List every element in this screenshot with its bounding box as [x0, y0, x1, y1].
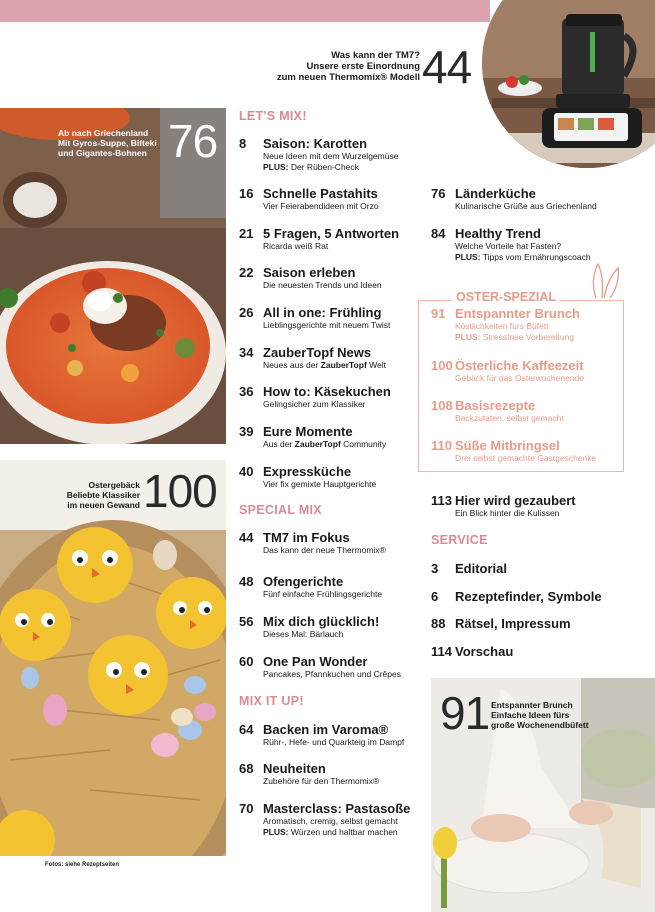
toc-title: ZauberTopf News — [263, 345, 372, 360]
toc-page: 91 — [431, 306, 446, 321]
toc-page: 113 — [431, 493, 452, 508]
toc-plus-line — [455, 252, 591, 263]
toc-subtitle: Lieblingsgerichte mit neuem Twist — [263, 320, 391, 330]
brunch-caption-line: Einfache Ideen fürs — [491, 710, 570, 720]
toc-subtitle-part: Neues aus der — [263, 360, 321, 370]
toc-page: 8 — [239, 136, 247, 151]
toc-title: All in one: Frühling — [263, 305, 382, 320]
toc-subtitle: Aromatisch, cremig, selbst gemacht — [263, 816, 398, 826]
toc-page: 48 — [239, 574, 254, 589]
toc-page: 60 — [239, 654, 254, 669]
toc-subtitle: Neue Ideen mit dem Wurzelgemüse — [263, 151, 399, 161]
section-mix-it-up: MIX IT UP! — [239, 694, 304, 708]
toc-subtitle: Gelingsicher zum Klassiker — [263, 399, 366, 409]
easter-caption-line: im neuen Gewand — [67, 500, 140, 510]
toc-title: Schnelle Pastahits — [263, 186, 378, 201]
toc-title: Ofengerichte — [263, 574, 344, 589]
toc-subtitle — [263, 439, 386, 450]
toc-title: Vorschau — [455, 644, 514, 659]
toc-subtitle: Drei selbst gemachte Gastgeschenke — [455, 453, 597, 463]
section-special-mix: SPECIAL MIX — [239, 503, 322, 517]
toc-title: Masterclass: Pastasoße — [263, 801, 411, 816]
toc-subtitle-part: Aus der — [263, 439, 295, 449]
toc-subtitle: Zubehöre für den Thermomix® — [263, 776, 380, 786]
toc-subtitle: Welche Vorteile hat Fasten? — [455, 241, 562, 251]
toc-page: 84 — [431, 226, 446, 241]
greek-caption — [58, 128, 157, 158]
toc-page: 3 — [431, 561, 439, 576]
toc-plus-line — [263, 162, 359, 173]
toc-title: Expressküche — [263, 464, 352, 479]
toc-subtitle: Vier Feierabendideen mit Orzo — [263, 201, 379, 211]
toc-subtitle — [263, 360, 386, 371]
toc-subtitle: Das kann der neue Thermomix® — [263, 545, 386, 555]
toc-subtitle: Backzutaten, selbst gemacht — [455, 413, 564, 423]
toc-plus-text: Tipps vom Ernährungscoach — [482, 252, 591, 262]
toc-subtitle: Gebäck für das Osterwochenende — [455, 373, 584, 383]
toc-title: Rezeptefinder, Symbole — [455, 589, 602, 604]
tm7-device-photo — [482, 0, 655, 168]
toc-subtitle-part: Community — [340, 439, 387, 449]
toc-title: Hier wird gezaubert — [455, 493, 576, 508]
toc-page: 110 — [431, 438, 452, 453]
toc-page: 39 — [239, 424, 254, 439]
tm7-teaser-title: Was kann der TM7? — [331, 50, 420, 61]
toc-page: 76 — [431, 186, 446, 201]
toc-title: TM7 im Fokus — [263, 530, 350, 545]
toc-plus-line — [263, 827, 398, 838]
toc-title: Saison erleben — [263, 265, 356, 280]
toc-subtitle-part: Welt — [366, 360, 386, 370]
toc-page: 56 — [239, 614, 254, 629]
section-oster-spezial: OSTER-SPEZIAL — [452, 290, 560, 304]
toc-title: One Pan Wonder — [263, 654, 368, 669]
section-lets-mix: LET'S MIX! — [239, 109, 307, 123]
toc-title: Backen im Varoma® — [263, 722, 389, 737]
tm7-teaser-page-number: 44 — [422, 41, 472, 93]
toc-title: Healthy Trend — [455, 226, 541, 241]
toc-subtitle: Ricarda weiß Rat — [263, 241, 329, 251]
toc-page: 64 — [239, 722, 254, 737]
toc-subtitle: Kulinarische Grüße aus Griechenland — [455, 201, 597, 211]
plus-label: PLUS: — [455, 332, 481, 342]
plus-label: PLUS: — [263, 162, 289, 172]
toc-subtitle: Vier fix gemixte Hauptgerichte — [263, 479, 377, 489]
toc-title: Süße Mitbringsel — [455, 438, 560, 453]
brunch-page-number: 91 — [440, 687, 490, 739]
greek-caption-line: Mit Gyros-Suppe, Bifteki — [58, 138, 157, 148]
toc-page: 22 — [239, 265, 254, 280]
toc-page: 21 — [239, 226, 254, 241]
tm7-teaser[interactable] — [230, 50, 420, 83]
toc-subtitle: Fünf einfache Frühlingsgerichte — [263, 589, 383, 599]
plus-label: PLUS: — [263, 827, 289, 837]
toc-subtitle-brand: ZauberTopf — [294, 439, 341, 449]
toc-page: 26 — [239, 305, 254, 320]
brunch-caption-line: große Wochenendbüfett — [491, 720, 589, 730]
toc-title: Editorial — [455, 561, 508, 576]
greek-page-number: 76 — [168, 115, 218, 167]
easter-caption-line: Beliebte Klassiker — [66, 490, 140, 500]
toc-plus-line — [455, 332, 574, 343]
plus-label: PLUS: — [455, 252, 481, 262]
toc-title: Länderküche — [455, 186, 536, 201]
toc-title: Neuheiten — [263, 761, 326, 776]
toc-subtitle: Ein Blick hinter die Kulissen — [455, 508, 560, 518]
toc-plus-text: Der Rüben-Check — [290, 162, 359, 172]
easter-cookies-photo[interactable] — [0, 460, 226, 856]
toc-title: 5 Fragen, 5 Antworten — [263, 226, 400, 241]
toc-title: Eure Momente — [263, 424, 353, 439]
toc-page: 36 — [239, 384, 254, 399]
toc-subtitle: Dieses Mal: Bärlauch — [263, 629, 344, 639]
toc-subtitle: Pancakes, Pfannkuchen und Crêpes — [263, 669, 401, 679]
toc-page: 108 — [431, 398, 453, 413]
photo-credit: Fotos: siehe Rezeptseiten — [45, 862, 120, 868]
toc-page: 16 — [239, 186, 254, 201]
toc-page: 40 — [239, 464, 254, 479]
tm7-teaser-line: Unsere erste Einordnung — [306, 61, 420, 72]
toc-page: 100 — [431, 358, 453, 373]
toc-title: Österliche Kaffeezeit — [455, 358, 584, 373]
toc-title: Rätsel, Impressum — [455, 616, 571, 631]
toc-page: 70 — [239, 801, 254, 816]
toc-page: 114 — [431, 644, 452, 659]
toc-plus-text: Würzen und haltbar machen — [290, 827, 398, 837]
greek-caption-title: Ab nach Griechenland — [58, 128, 149, 138]
toc-title: How to: Käsekuchen — [263, 384, 391, 399]
toc-subtitle: Köstlichkeiten fürs Büfett — [455, 321, 549, 331]
easter-caption — [62, 480, 140, 510]
toc-subtitle-brand: ZauberTopf — [320, 360, 367, 370]
toc-title: Entspannter Brunch — [455, 306, 580, 321]
toc-page: 34 — [239, 345, 254, 360]
toc-page: 88 — [431, 616, 446, 631]
toc-page: 44 — [239, 530, 254, 545]
toc-subtitle: Die neuesten Trends und Ideen — [263, 280, 382, 290]
tm7-teaser-line: zum neuen Thermomix® Modell — [276, 72, 420, 83]
toc-title: Mix dich glücklich! — [263, 614, 380, 629]
easter-caption-title: Ostergebäck — [88, 480, 140, 490]
toc-title: Basisrezepte — [455, 398, 536, 413]
greek-caption-line: und Gigantes-Bohnen — [58, 148, 147, 158]
toc-plus-text: Stressfreie Vorbereitung — [482, 332, 575, 342]
section-service: SERVICE — [431, 533, 488, 547]
brunch-caption-title: Entspannter Brunch — [491, 700, 573, 710]
toc-subtitle: Rühr-, Hefe- und Quarkteig im Dampf — [263, 737, 405, 747]
bunny-ears-icon — [582, 258, 624, 300]
brunch-caption — [491, 700, 589, 730]
toc-title: Saison: Karotten — [263, 136, 368, 151]
toc-page: 6 — [431, 589, 439, 604]
easter-page-number: 100 — [143, 465, 217, 517]
toc-page: 68 — [239, 761, 254, 776]
